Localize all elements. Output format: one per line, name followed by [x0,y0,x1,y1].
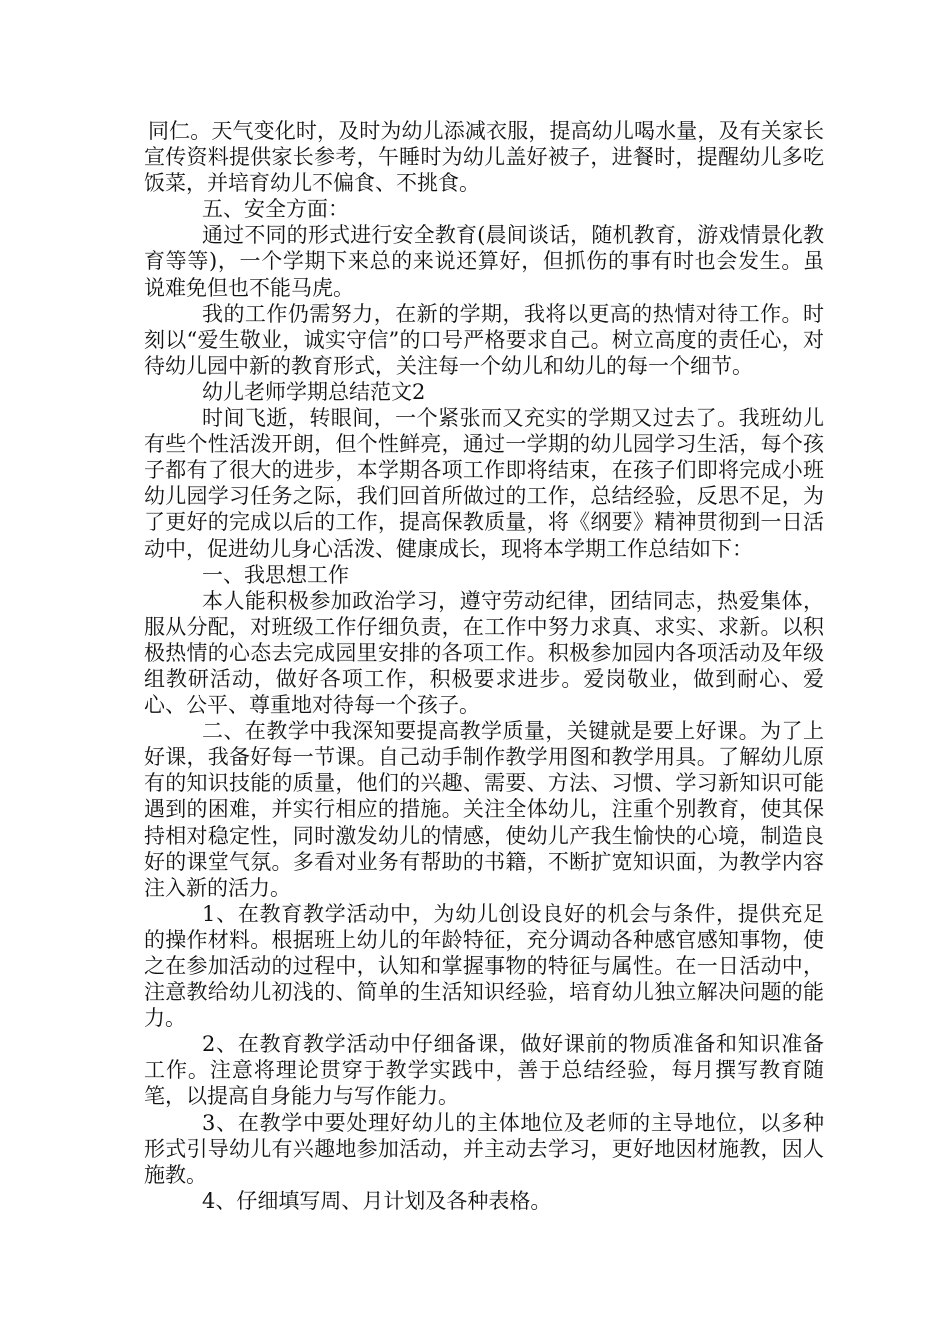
section-heading-safety: 五、安全方面： [202,197,349,222]
paragraph-closing: 我的工作仍需努力，在新的学期，我将以更高的热情对待工作。时刻以“爱生敬业，诚实守信”的口号严格要求自己。树立高度的责任心，对待幼儿园中新的教育形式，关注每一个幼儿和幼儿的每一个细节。 [144,301,824,378]
section-heading-thought: 一、我思想工作 [202,562,349,587]
paragraph-continuation: 同仁。天气变化时，及时为幼儿添减衣服，提高幼儿喝水量，及有关家长宣传资料提供家长参考，午睡时为幼儿盖好被子，进餐时，提醒幼儿多吃饭菜，并培育幼儿不偏食、不挑食。 [144,119,824,196]
list-item-4: 4、仔细填写周、月计划及各种表格。 [202,1188,552,1213]
document-body [144,118,824,1214]
list-item-3: 3、在教学中要处理好幼儿的主体地位及老师的主导地位，以多种形式引导幼儿有兴趣地参加活动，并主动去学习，更好地因材施教，因人施教。 [144,1110,824,1187]
list-item-2: 2、在教育教学活动中仔细备课，做好课前的物质准备和知识准备工作。注意将理论贯穿于教学实践中，善于总结经验，每月撰写教育随笔，以提高自身能力与写作能力。 [144,1032,824,1109]
paragraph-teaching: 二、在教学中我深知要提高教学质量，关键就是要上好课。为了上好课，我备好每一节课。自己动手制作教学用图和教学用具。了解幼儿原有的知识技能的质量，他们的兴趣、需要、方法、习惯、学习新知识可能遇到的困难，并实行相应的措施。关注全体幼儿，注重个别教育，使其保持相对稳定性，同时激发幼儿的情感，使幼儿产我生愉快的心境，制造良好的课堂气氛。多看对业务有帮助的书籍，不断扩宽知识面，为教学内容注入新的活力。 [144,719,824,900]
article-title-2: 幼儿老师学期总结范文2 [202,379,426,404]
list-item-1: 1、在教育教学活动中，为幼儿创设良好的机会与条件，提供充足的操作材料。根据班上幼儿的年龄特征，充分调动各种感官感知事物，使之在参加活动的过程中，认知和掌握事物的特征与属性。在一日活动中，注意教给幼儿初浅的、简单的生活知识经验，培育幼儿独立解决问题的能力。 [144,901,824,1031]
paragraph-intro: 时间飞逝，转眼间，一个紧张而又充实的学期又过去了。我班幼儿有些个性活泼开朗，但个性鲜亮，通过一学期的幼儿园学习生活，每个孩子都有了很大的进步，本学期各项工作即将结束，在孩子们即将完成小班幼儿园学习任务之际，我们回首所做过的工作，总结经验，反思不足，为了更好的完成以后的工作，提高保教质量，将《纲要》精神贯彻到一日活动中，促进幼儿身心活泼、健康成长，现将本学期工作总结如下： [144,406,824,561]
paragraph-safety: 通过不同的形式进行安全教育(晨间谈话，随机教育，游戏情景化教育等等)，一个学期下来总的来说还算好，但抓伤的事有时也会发生。虽说难免但也不能马虎。 [144,223,824,300]
paragraph-thought: 本人能积极参加政治学习，遵守劳动纪律，团结同志，热爱集体，服从分配，对班级工作仔细负责，在工作中努力求真、求实、求新。以积极热情的心态去完成园里安排的各项工作。积极参加园内各项活动及年级组教研活动，做好各项工作，积极要求进步。爱岗敬业，做到耐心、爱心、公平、尊重地对待每一个孩子。 [144,588,824,718]
